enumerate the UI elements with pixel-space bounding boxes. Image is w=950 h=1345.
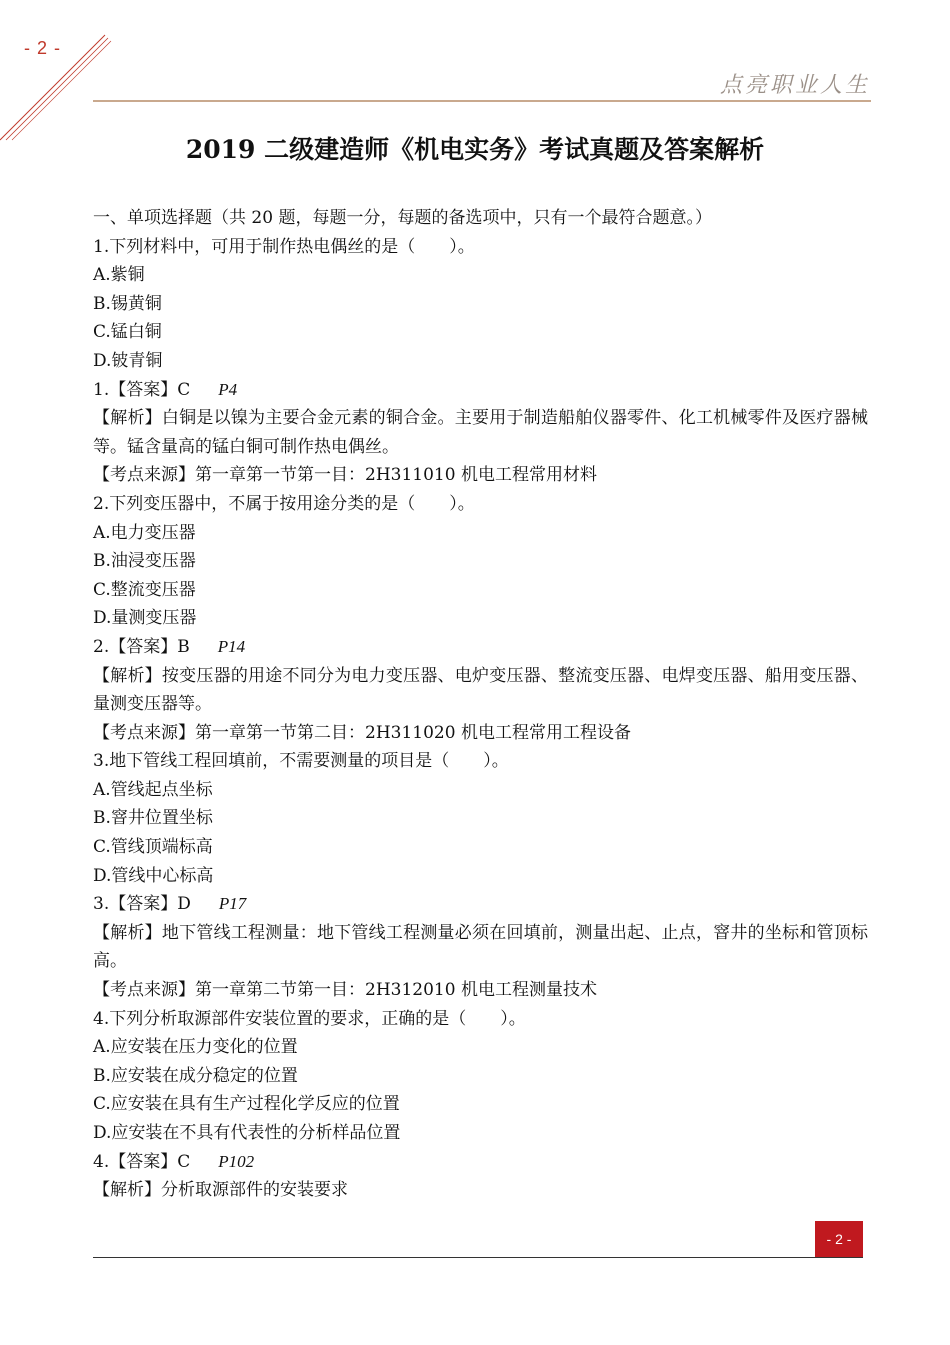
section-heading: 一、单项选择题（共 20 题，每题一分，每题的备选项中，只有一个最符合题意。） [93,208,712,228]
answer-line [93,376,868,405]
question-option: C.整流变压器 [93,579,196,600]
answer-line [93,890,868,919]
page-reference: P102 [218,1151,255,1171]
analysis-text: 【解析】分析取源部件的安装要求 [93,1180,348,1201]
question-option: C.锰白铜 [93,322,162,343]
question-option: B.窨井位置坐标 [93,808,213,829]
question-option: B.应安装在成分稳定的位置 [93,1065,298,1086]
question-option: A.紫铜 [93,265,145,286]
document-title: 2019 二级建造师《机电实务》考试真题及答案解析 [185,135,765,164]
header-divider [93,100,871,102]
footer-divider [93,1257,863,1258]
answer-line [93,1148,868,1177]
question-option: A.电力变压器 [93,522,196,543]
question-option: B.锡黄铜 [93,293,162,314]
question-stem: 3.地下管线工程回填前，不需要测量的项目是（ ）。 [93,751,509,772]
question-option: A.应安装在压力变化的位置 [93,1037,298,1058]
answer-label: 3.【答案】D [93,894,191,915]
question-stem: 4.下列分析取源部件安装位置的要求，正确的是（ ）。 [93,1008,526,1029]
source-text: 【考点来源】第一章第二节第一目：2H312010 机电工程测量技术 [93,980,597,1001]
question-block [93,490,868,747]
answer-line [93,633,868,662]
question-option: A.管线起点坐标 [93,779,213,800]
question-option: D.铍青铜 [93,350,163,371]
header-page-number: - 2 - [24,38,62,58]
question-option: C.管线顶端标高 [93,837,213,858]
analysis-text: 【解析】白铜是以镍为主要合金元素的铜合金。主要用于制造船舶仪器零件、化工机械零件及医疗器械等。锰含量高的锰白铜可制作热电偶丝。 [93,408,868,457]
question-option: D.管线中心标高 [93,865,214,886]
page-reference: P4 [218,379,238,399]
question-option: B.油浸变压器 [93,551,196,572]
question-block [93,747,868,1004]
source-text: 【考点来源】第一章第一节第二目：2H311020 机电工程常用工程设备 [93,722,631,743]
question-block [93,233,868,490]
document-body [93,204,868,1205]
question-option: D.应安装在不具有代表性的分析样品位置 [93,1123,401,1143]
page-reference: P14 [217,636,246,656]
page-reference: P17 [218,894,247,914]
question-option: D.量测变压器 [93,608,197,629]
brand-logo-text: 点亮职业人生 [719,73,870,98]
corner-decoration [0,0,120,150]
question-option: C.应安装在具有生产过程化学反应的位置 [93,1094,400,1115]
question-stem: 1.下列材料中，可用于制作热电偶丝的是（ ）。 [93,236,475,257]
answer-label: 2.【答案】B [93,636,190,657]
question-stem: 2.下列变压器中，不属于按用途分类的是（ ）。 [93,493,475,514]
answer-label: 4.【答案】C [93,1151,191,1172]
answer-label: 1.【答案】C [93,379,191,400]
question-block [93,1005,868,1205]
analysis-text: 【解析】按变压器的用途不同分为电力变压器、电炉变压器、整流变压器、电焊变压器、船用变压器、量测变压器等。 [93,665,868,715]
footer-page-badge: - 2 - [815,1221,863,1258]
source-text: 【考点来源】第一章第一节第一目：2H311010 机电工程常用材料 [93,465,597,486]
analysis-text: 【解析】地下管线工程测量：地下管线工程测量必须在回填前，测量出起、止点，窨井的坐标和管顶标高。 [93,922,868,972]
